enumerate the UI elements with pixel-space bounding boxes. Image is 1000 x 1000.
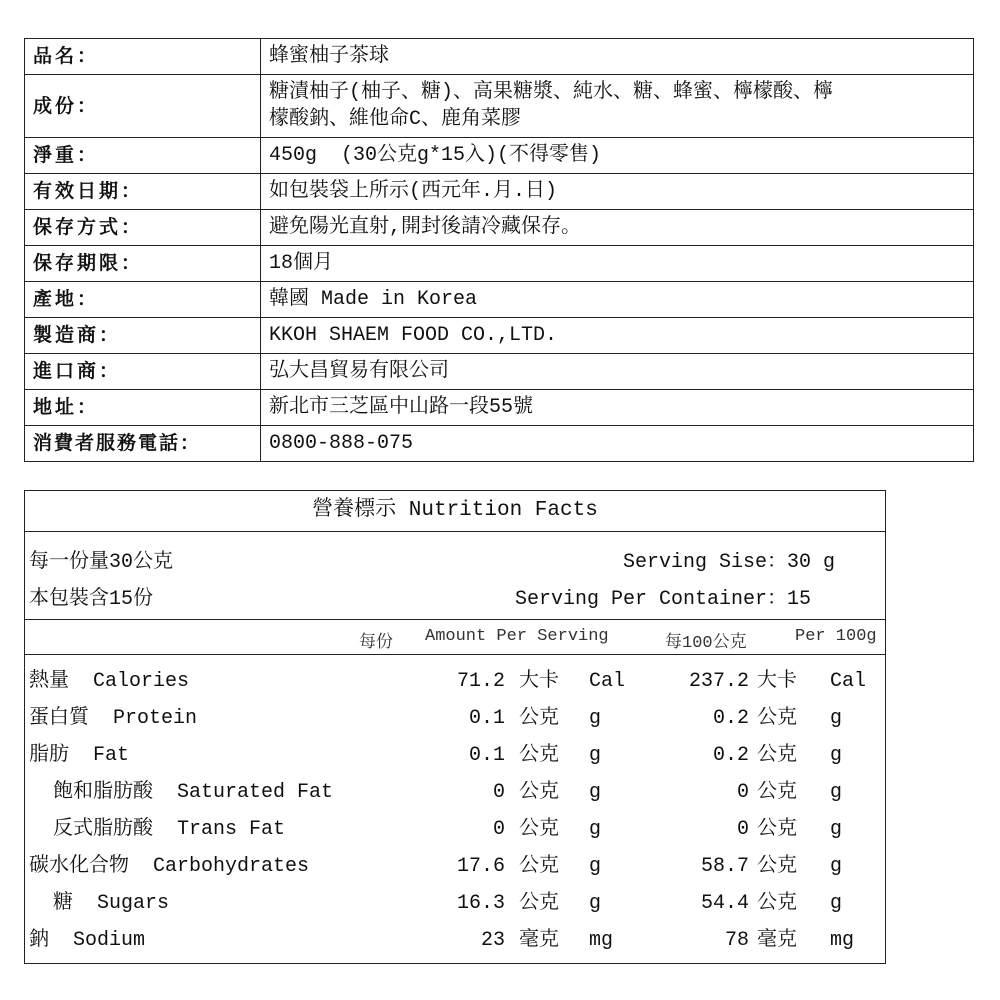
info-row-importer [25, 354, 974, 390]
per-serving-unit-en: g [589, 707, 602, 730]
per-100g-unit-zh: 公克 [757, 892, 797, 915]
info-value: 弘大昌貿易有限公司 [261, 354, 974, 390]
info-label: 成份： [25, 75, 261, 138]
per-serving-value: 23 [480, 929, 505, 952]
info-value [261, 75, 974, 138]
servings-per-container-zh: 本包裝含15份 [29, 588, 154, 611]
per-serving-unit-en: g [589, 744, 602, 767]
per-100g-value: 78 [724, 929, 749, 952]
per-serving-unit-zh: 公克 [519, 892, 559, 915]
info-value: 如包裝袋上所示(西元年.月.日) [261, 174, 974, 210]
info-label: 品名： [25, 39, 261, 75]
nutrient-name: 反式脂肪酸 Trans Fat [29, 818, 286, 841]
serving-size-en: Serving Sise：30 g [623, 551, 836, 574]
per-100g-unit-zh: 公克 [757, 855, 797, 878]
header-per-serving-en: Amount Per Serving [425, 627, 609, 646]
info-label: 製造商： [25, 318, 261, 354]
nutrition-row [25, 743, 885, 780]
info-label: 有效日期： [25, 174, 261, 210]
nutrient-name: 糖 Sugars [29, 892, 170, 915]
per-serving-value: 17.6 [456, 855, 505, 878]
info-label: 保存方式： [25, 210, 261, 246]
per-serving-value: 0 [492, 818, 505, 841]
per-100g-unit-zh: 公克 [757, 707, 797, 730]
per-serving-unit-zh: 大卡 [519, 670, 559, 693]
per-100g-unit-en: g [830, 855, 843, 878]
per-serving-unit-zh: 公克 [519, 855, 559, 878]
nutrition-row [25, 928, 885, 965]
info-label: 產地： [25, 282, 261, 318]
info-label: 消費者服務電話： [25, 426, 261, 462]
info-value: 韓國 Made in Korea [261, 282, 974, 318]
per-100g-unit-zh: 公克 [757, 818, 797, 841]
per-serving-unit-en: mg [589, 929, 614, 952]
per-serving-unit-en: g [589, 818, 602, 841]
per-100g-unit-en: g [830, 781, 843, 804]
per-100g-unit-en: Cal [830, 670, 867, 693]
info-value: 0800-888-075 [261, 426, 974, 462]
nutrient-name: 飽和脂肪酸 Saturated Fat [29, 781, 334, 804]
per-100g-value: 54.4 [700, 892, 749, 915]
info-value: 450g (30公克g*15入)(不得零售) [261, 138, 974, 174]
header-per-100g-zh: 每100公克 [665, 634, 747, 653]
info-row-net-weight [25, 138, 974, 174]
nutrition-row [25, 706, 885, 743]
info-value: 避免陽光直射,開封後請冷藏保存。 [261, 210, 974, 246]
per-serving-unit-zh: 公克 [519, 781, 559, 804]
nutrient-name: 熱量 Calories [29, 670, 190, 693]
per-100g-unit-zh: 公克 [757, 744, 797, 767]
serving-size-zh: 每一份量30公克 [29, 551, 174, 574]
per-serving-unit-zh: 毫克 [519, 929, 559, 952]
product-info-table [24, 38, 974, 462]
info-row-ingredients [25, 75, 974, 138]
per-serving-value: 16.3 [456, 892, 505, 915]
per-100g-value: 237.2 [688, 670, 749, 693]
per-100g-unit-en: g [830, 818, 843, 841]
info-row-shelf-life [25, 246, 974, 282]
info-label: 地址： [25, 390, 261, 426]
nutrient-name: 鈉 Sodium [29, 929, 146, 952]
per-serving-unit-en: g [589, 855, 602, 878]
per-100g-unit-en: g [830, 892, 843, 915]
serving-info [25, 531, 885, 620]
info-row-address [25, 390, 974, 426]
per-100g-unit-zh: 毫克 [757, 929, 797, 952]
info-row-origin [25, 282, 974, 318]
info-label: 保存期限： [25, 246, 261, 282]
ingredients-line-1: 糖漬柚子(柚子、糖)、高果糖漿、純水、糖、蜂蜜、檸檬酸、檸 [269, 81, 834, 104]
per-serving-unit-en: g [589, 781, 602, 804]
per-serving-unit-zh: 公克 [519, 707, 559, 730]
info-row-manufacturer [25, 318, 974, 354]
per-100g-value: 0.2 [712, 744, 749, 767]
info-row-expiry [25, 174, 974, 210]
nutrient-name: 碳水化合物 Carbohydrates [29, 855, 310, 878]
per-100g-unit-en: g [830, 744, 843, 767]
per-100g-unit-zh: 大卡 [757, 670, 797, 693]
header-per-serving-zh: 每份 [359, 634, 393, 653]
info-value: 新北市三芝區中山路一段55號 [261, 390, 974, 426]
info-label: 淨重： [25, 138, 261, 174]
per-serving-unit-zh: 公克 [519, 744, 559, 767]
per-100g-value: 0.2 [712, 707, 749, 730]
ingredients-line-2: 檬酸鈉、維他命C、鹿角菜膠 [269, 108, 522, 131]
nutrition-row [25, 891, 885, 928]
nutrient-name: 脂肪 Fat [29, 744, 130, 767]
nutrition-rows [25, 669, 885, 965]
per-serving-unit-en: Cal [589, 670, 626, 693]
nutrition-row [25, 780, 885, 817]
nutrition-column-header [25, 619, 885, 655]
per-serving-unit-zh: 公克 [519, 818, 559, 841]
nutrition-facts-panel [24, 490, 886, 964]
nutrient-name: 蛋白質 Protein [29, 707, 198, 730]
info-value: 蜂蜜柚子茶球 [261, 39, 974, 75]
info-label: 進口商： [25, 354, 261, 390]
info-value: KKOH SHAEM FOOD CO.,LTD. [261, 318, 974, 354]
per-serving-value: 0.1 [468, 744, 505, 767]
nutrition-row [25, 817, 885, 854]
per-serving-unit-en: g [589, 892, 602, 915]
per-100g-value: 0 [736, 818, 749, 841]
per-100g-value: 0 [736, 781, 749, 804]
servings-per-container-en: Serving Per Container：15 [515, 588, 812, 611]
nutrition-title: 營養標示 Nutrition Facts [25, 491, 885, 532]
nutrition-row [25, 854, 885, 891]
per-100g-unit-zh: 公克 [757, 781, 797, 804]
header-per-100g-en: Per 100g [795, 627, 877, 646]
info-row-phone [25, 426, 974, 462]
per-100g-value: 58.7 [700, 855, 749, 878]
per-serving-value: 0 [492, 781, 505, 804]
per-serving-value: 0.1 [468, 707, 505, 730]
per-100g-unit-en: g [830, 707, 843, 730]
info-value: 18個月 [261, 246, 974, 282]
info-row-product-name [25, 39, 974, 75]
per-serving-value: 71.2 [456, 670, 505, 693]
nutrition-row [25, 669, 885, 706]
per-100g-unit-en: mg [830, 929, 855, 952]
info-row-storage [25, 210, 974, 246]
